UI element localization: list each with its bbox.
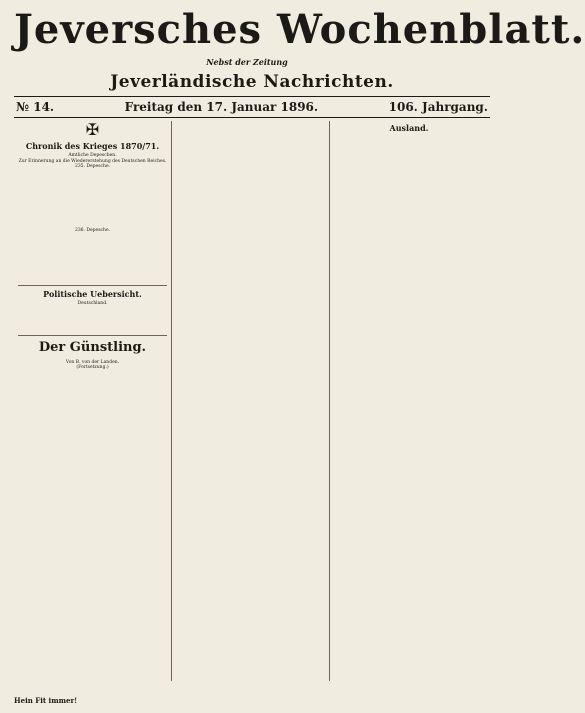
serial-continuation: (Fortsetzung.)	[76, 365, 109, 370]
supplement-note: Nebst der Zeitung	[206, 57, 288, 67]
memorial-note: Zur Erinnerung an die Wiedererstehung des Deutschen Reiches.	[18, 158, 167, 164]
article-text	[176, 122, 325, 662]
abroad-heading: Ausland.	[389, 123, 429, 133]
dispatch-235: 235. Depesche.	[74, 164, 111, 169]
article-text	[18, 234, 167, 282]
germany-heading: Deutschland.	[77, 301, 108, 306]
article-text	[334, 135, 484, 655]
war-chronicle-heading: Chronik des Krieges 1870/71.	[25, 141, 160, 151]
footer-motto: Hein Fit immer!	[14, 696, 78, 705]
article-text	[18, 372, 167, 522]
article-text	[18, 308, 167, 332]
issue-volume: 106. Jahrgang.	[388, 100, 488, 114]
serial-author: Von B. von der Landen.	[65, 359, 120, 365]
column-left	[14, 121, 172, 681]
issue-number: № 14.	[16, 100, 55, 114]
columns	[14, 121, 490, 681]
column-middle	[172, 121, 330, 681]
article-text	[18, 171, 167, 227]
serial-title: Der Günstling.	[38, 339, 147, 355]
masthead-banner: Jeverländische Nachrichten.	[110, 72, 394, 92]
politics-heading: Politische Uebersicht.	[43, 289, 142, 299]
column-right	[330, 121, 488, 681]
official-dispatches: Amtliche Depeschen.	[68, 153, 117, 158]
iron-cross-icon: ✠	[85, 120, 100, 139]
issue-line	[14, 96, 490, 118]
divider	[18, 335, 167, 336]
issue-date: Freitag den 17. Januar 1896.	[124, 100, 319, 114]
dispatch-236: 236. Depesche.	[74, 227, 111, 233]
divider	[18, 285, 167, 286]
masthead-title: Jeversches Wochenblatt.	[14, 6, 585, 53]
